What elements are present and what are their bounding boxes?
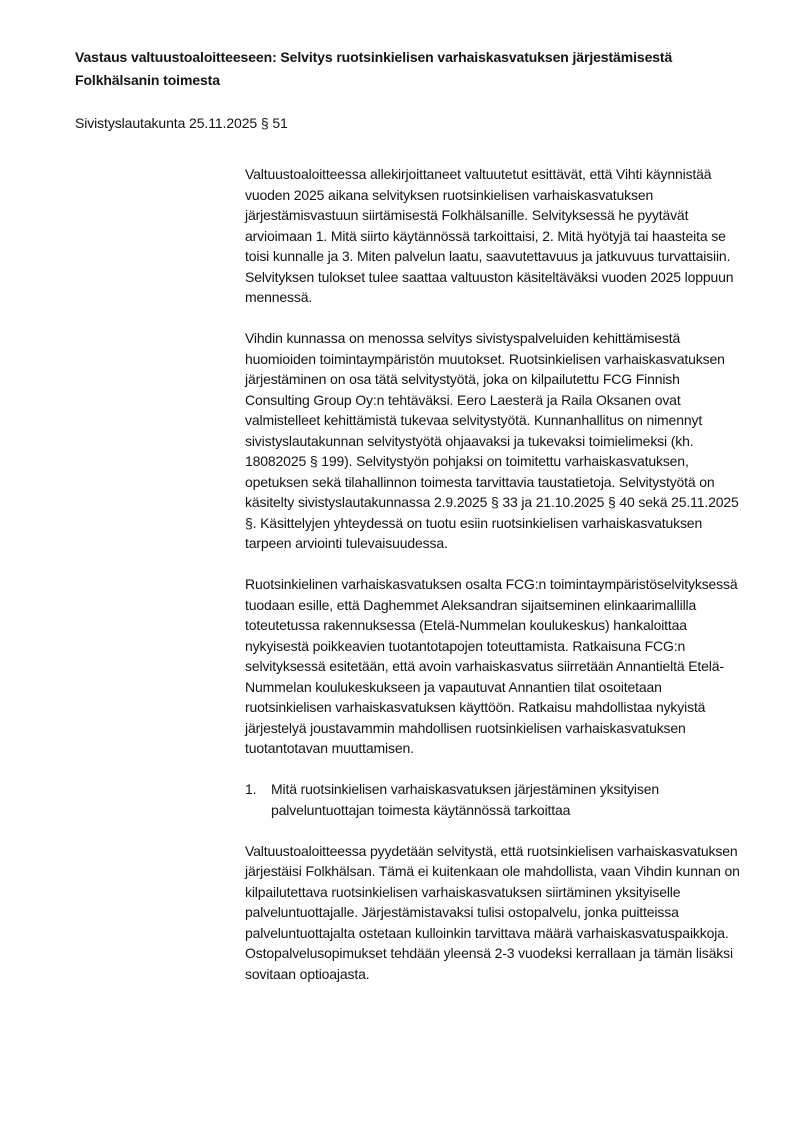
paragraph-outsourcing-answer: Valtuustoaloitteessa pyydetään selvitystä, että ruotsinkielisen varhaiskasvatuksen järjestäisi Folkhälsan. Tämä ei kuitenkaan ole mahdollista, vaan Vihdin kunnan on kilpailutettava ruotsinkielisen varhaiskasvatuksen siirtäminen yksityiselle palveluntuottajalle. Järjestämistavaksi tulisi ostopalvelu, jonka puitteissa palveluntuottajalta ostetaan kulloinkin tarvittava määrä varhaiskasvatuspaikkoja. Ostopalvelusopimukset tehdään yleensä 2-3 vuodeksi kerrallaan ja tämän lisäksi sovitaan optioajasta.	[245, 842, 740, 982]
paragraph-municipal-review: Vihdin kunnassa on menossa selvitys sivistyspalveluiden kehittämisestä huomioiden toimintaympäristön muutokset. Ruotsinkielisen varhaiskasvatuksen järjestäminen on osa tätä selvitystyötä, joka on kilpailutettu FCG Finnish Consulting Group Oy:n tehtäväksi. Eero Laesterä ja Raila Oksanen ovat valmistelleet kehittämistä tukevaa selvitystyötä. Kunnanhallitus on nimennyt sivistyslautakunnan selvitystyötä ohjaavaksi ja tukevaksi toimielimeksi (kh. 18082025 § 199). Selvitystyön pohjaksi on toimitettu varhaiskasvatuksen, opetuksen sekä tilahallinnon toimesta tarvittavia taustatietoja. Selvitystyötä on käsitelty sivistyslautakunnassa 2.9.2025 § 33 ja 21.10.2025 § 40 sekä 25.11.2025 §. Käsittelyjen yhteydessä on tuotu esiin ruotsinkielisen varhaiskasvatuksen tarpeen arviointi tulevaisuudessa.	[245, 330, 739, 551]
paragraph-fcg-findings: Ruotsinkielinen varhaiskasvatuksen osalta FCG:n toimintaympäristöselvityksessä tuodaan esille, että Daghemmet Aleksandran sijaitseminen elinkaarimallilla toteutetussa rakennuksessa (Etelä-Nummelan koulukeskus) hankaloittaa nykyisestä poikkeavien tuotantotapojen toteuttamista. Ratkaisuna FCG:n selvityksessä esitetään, että avoin varhaiskasvatus siirretään Annantieltä Etelä-Nummelan koulukeskukseen ja vapautuvat Annantien tilat osoitetaan ruotsinkielisen varhaiskasvatuksen käyttöön. Ratkaisu mahdollistaa nykyistä järjestelyä joustavammin mahdollisen ruotsinkielisen varhaiskasvatuksen tuotantotavan muuttamisen.	[245, 576, 738, 756]
numbered-item-1-text: Mitä ruotsinkielisen varhaiskasvatuksen järjestäminen yksityisen palveluntuottajan toimesta käytännössä tarkoittaa	[271, 781, 660, 818]
numbered-item-1-marker: 1.	[245, 781, 257, 797]
document-body	[245, 164, 745, 1005]
numbered-item-1	[245, 779, 745, 820]
document-title: Vastaus valtuustoaloitteeseen: Selvitys ruotsinkielisen varhaiskasvatuksen järjestämisestä Folkhälsanin toimesta	[75, 49, 673, 88]
paragraph-initiative-summary: Valtuustoaloitteessa allekirjoittaneet valtuutetut esittävät, että Vihti käynnistää vuoden 2025 aikana selvityksen ruotsinkielisen varhaiskasvatuksen järjestämisvastuun siirtämisestä Folkhälsanille. Selvityksessä he pyytävät arvioimaan 1. Mitä siirto käytännössä tarkoittaisi, 2. Mitä hyötyjä tai haasteita se toisi kunnalle ja 3. Miten palvelun laatu, saavutettavuus ja jatkuvuus turvattaisiin. Selvityksen tulokset tulee saattaa valtuuston käsiteltäväksi vuoden 2025 loppuun mennessä.	[245, 166, 734, 305]
committee-reference: Sivistyslautakunta 25.11.2025 § 51	[75, 115, 288, 131]
